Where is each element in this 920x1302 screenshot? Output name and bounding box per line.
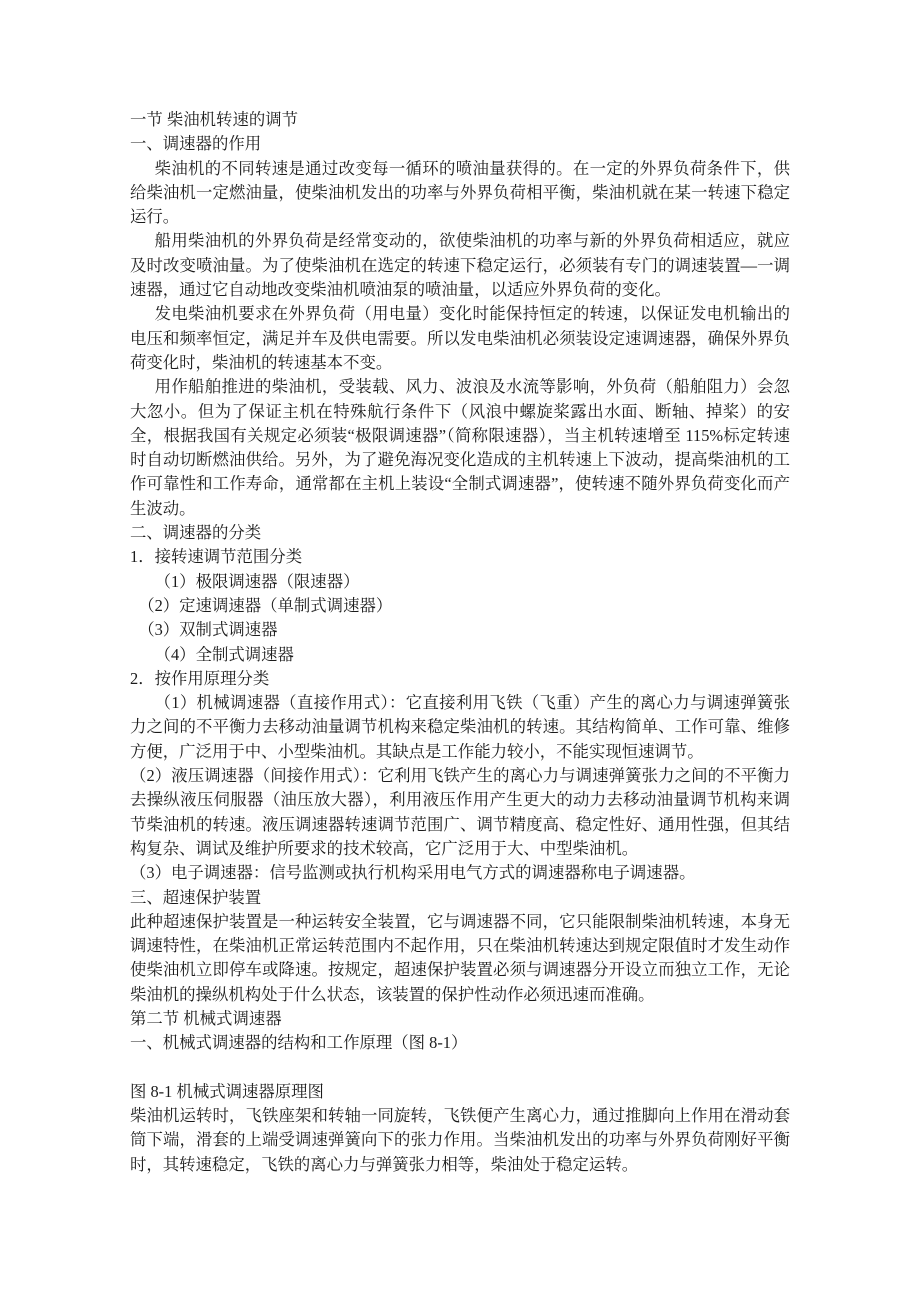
paragraph-figure-description: 柴油机运转时，飞铁座架和转轴一同旋转，飞铁便产生离心力，通过推脚向上作用在滑动套筒下端，滑套的上端受调速弹簧向下的张力作用。当柴油机发出的功率与外界负荷刚好平衡时，其转速稳定，飞铁的离心力与弹簧张力相等，柴油处于稳定运转。 [130, 1106, 790, 1174]
paragraph-speed-control: 柴油机的不同转速是通过改变每一循环的喷油量获得的。在一定的外界负荷条件下，供给柴油机一定燃油量，使柴油机发出的功率与外界负荷相平衡，柴油机就在某一转速下稳定运行。 [130, 158, 790, 227]
figure-caption: 图 8-1 机械式调速器原理图 [130, 1081, 324, 1101]
list-heading-speed-range: 1．接转速调节范围分类 [130, 547, 303, 567]
paragraph-overspeed-protection: 此种超速保护装置是一种运转安全装置，它与调速器不同，它只能限制柴油机转速，本身无调速特性，在柴油机正常运转范围内不起作用，只在柴油机转速达到规定限值时才发生动作使柴油机立即停车或降速。按规定，超速保护装置必须与调速器分开设立而独立工作，无论柴油机的操纵机构处于什么状态，该装置的保护性动作必须迅速而准确。 [130, 911, 790, 1004]
paragraph-marine-load: 船用柴油机的外界负荷是经常变动的，欲使柴油机的功率与新的外界负荷相适应，就应及时改变喷油量。为了使柴油机在选定的转速下稳定运行，必须装有专门的调速装置—一调速器，通过它自动地改变柴油机喷油泵的喷油量，以适应外界负荷的变化。 [130, 231, 790, 300]
list-heading-working-principle: 2．按作用原理分类 [130, 668, 270, 688]
heading-section-2: 第二节 机械式调速器 [130, 1008, 282, 1028]
list-item-dual-mode-governor: （3）双制式调速器 [138, 620, 278, 640]
heading-governor-classification: 二、调速器的分类 [130, 523, 262, 543]
list-item-full-mode-governor: （4）全制式调速器 [154, 644, 294, 664]
heading-mechanical-structure: 一、机械式调速器的结构和工作原理（图 8-1） [130, 1033, 468, 1053]
paragraph-hydraulic-governor: （2）液压调速器（间接作用式）：它利用飞铁产生的离心力与调速弹簧张力之间的不平衡力去操纵液压伺服器（油压放大器），利用液压作用产生更大的动力去移动油量调节机构来调节柴油机的转速。液压调速器转速调节范围广、调节精度高、稳定性好、通用性强，但其结构复杂、调试及维护所要求的技术较高，它广泛用于大、中型柴油机。 [130, 766, 790, 858]
list-item-limit-governor: （1）极限调速器（限速器） [154, 571, 360, 591]
paragraph-mechanical-governor: （1）机械调速器（直接作用式）：它直接利用飞铁（飞重）产生的离心力与调速弹簧张力之间的不平衡力去移动油量调节机构来稳定柴油机的转速。其结构简单、工作可靠、维修方便，广泛用于中、小型柴油机。其缺点是工作能力较小，不能实现恒速调节。 [130, 693, 790, 761]
heading-governor-function: 一、调速器的作用 [130, 134, 262, 154]
list-item-constant-speed-governor: （2）定速调速器（单制式调速器） [138, 595, 393, 615]
blank-line [130, 1056, 790, 1080]
heading-section-1: 一节 柴油机转速的调节 [130, 110, 299, 129]
paragraph-electronic-governor: （3）电子调速器：信号监测或执行机构采用电气方式的调速器称电子调速器。 [130, 863, 696, 883]
paragraph-generator-engine: 发电柴油机要求在外界负荷（用电量）变化时能保持恒定的转速，以保证发电机输出的电压和频率恒定，满足并车及供电需要。所以发电柴油机必须装设定速调速器，确保外界负荷变化时，柴油机的转速基本不变。 [130, 304, 790, 372]
paragraph-propulsion-engine: 用作船舶推进的柴油机，受装载、风力、波浪及水流等影响，外负荷（船舶阻力）会忽大忽小。但为了保证主机在特殊航行条件下（风浪中螺旋桨露出水面、断轴、掉桨）的安全，根据我国有关规定必须装“极限调速器”（简称限速器），当主机转速增至 115%标定转速时自动切断燃油供给。另外，为了避免海况变化造成的主机转速上下波动，提高柴油机的工作可靠性和工作寿命，通常都在主机上装设“全制式调速器”，使转速不随外界负荷变化而产生波动。 [130, 377, 790, 518]
heading-overspeed-protection: 三、超速保护装置 [130, 887, 262, 907]
